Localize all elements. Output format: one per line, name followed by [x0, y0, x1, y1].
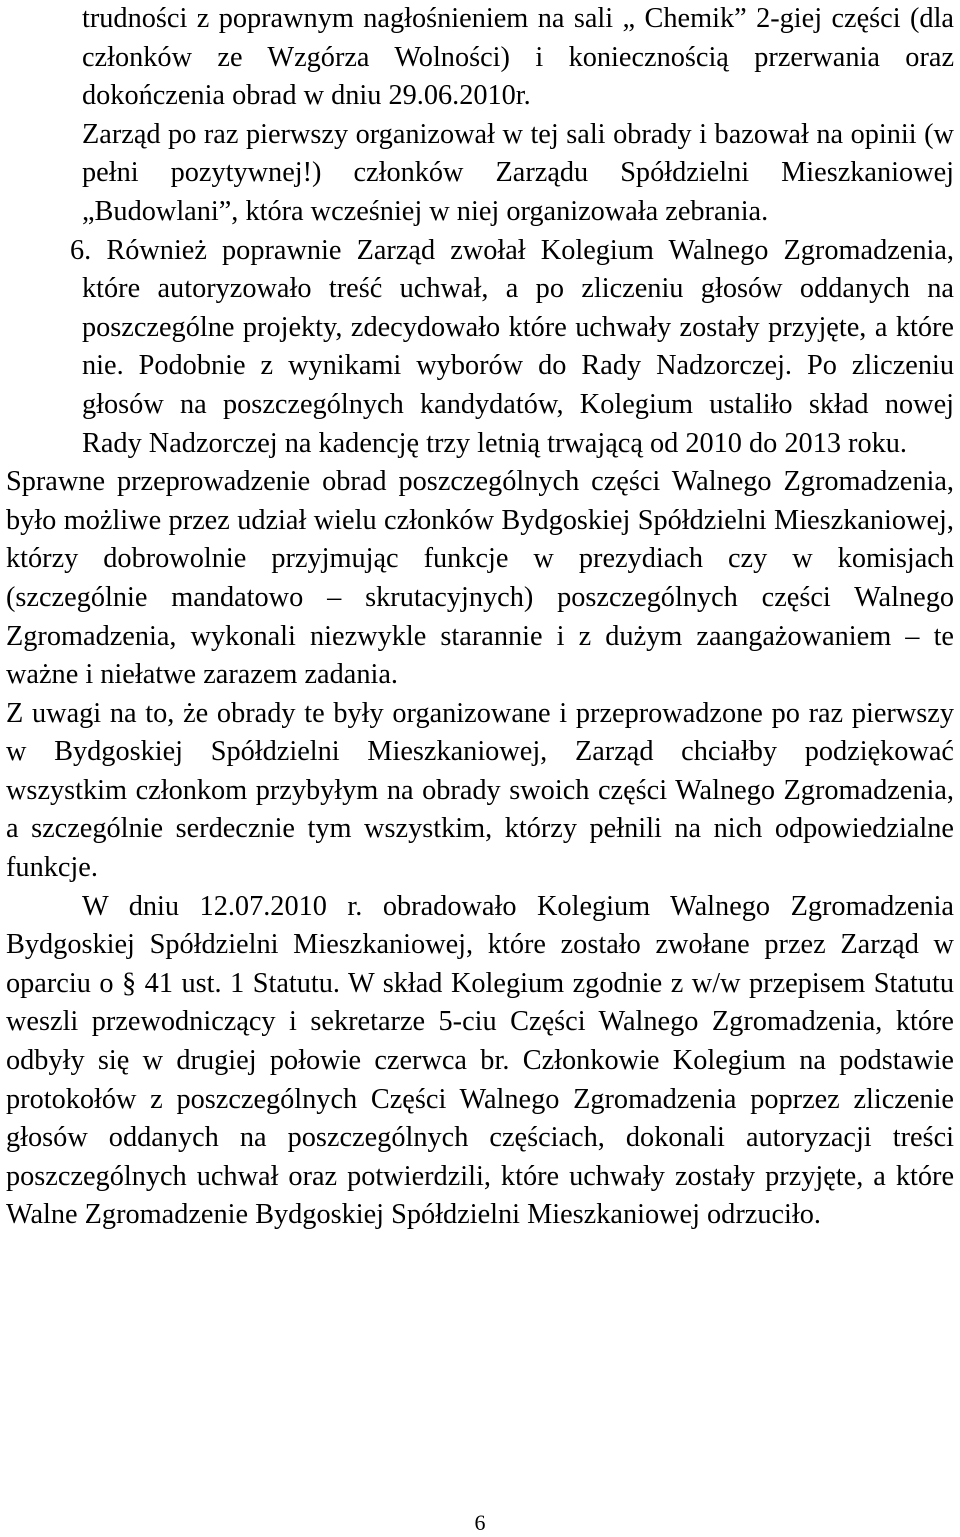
page-number: 6: [474, 1510, 486, 1535]
paragraph-zarzad-opinia: Zarząd po raz pierwszy organizował w tej sali obrady i bazował na opinii (w pełni pozytywnej!) członków Zarządu Spółdzielni Mieszkaniowej „Budowlani”, która wcześniej w niej organizowała zebrania.: [82, 118, 954, 227]
document-body: [6, 0, 954, 1235]
paragraph-sprawne-przeprowadzenie: Sprawne przeprowadzenie obrad poszczególnych części Walnego Zgromadzenia, było możliwe przez udział wielu członków Bydgoskiej Spółdzielni Mieszkaniowej, którzy dobrowolnie przyjmując funkcje w prezydiach czy w komisjach (szczególnie mandatowo – skrutacyjnych) poszczególnych części Walnego Zgromadzenia, wykonali niezwykle starannie i z dużym zaangażowaniem – te ważne i niełatwe zarazem zadania.: [6, 466, 954, 691]
paragraph-nagłośnienie: trudności z poprawnym nagłośnieniem na sali „ Chemik” 2-giej części (dla członków ze Wzgórza Wolności) i koniecznością przerwania oraz dokończenia obrad w dniu 29.06.2010r.: [82, 3, 954, 112]
paragraph-item-6-text: Również poprawnie Zarząd zwołał Kolegium Walnego Zgromadzenia, które autoryzowało treść uchwał, a po zliczeniu głosów oddanych na poszczególne projekty, zdecydowało które uchwały zostały przyjęte, a które nie. Podobnie z wynikami wyborów do Rady Nadzorczej. Po zliczeniu głosów na poszczególnych kandydatów, Kolegium ustaliło skład nowej Rady Nadzorczej na kadencję trzy letnią trwającą od 2010 do 2013 roku.: [82, 234, 954, 459]
paragraph-item-6: [6, 232, 954, 464]
paragraph-kolegium: W dniu 12.07.2010 r. obradowało Kolegium Walnego Zgromadzenia Bydgoskiej Spółdzielni Mieszkaniowej, które zostało zwołane przez Zarząd w oparciu o § 41 ust. 1 Statutu. W skład Kolegium zgodnie z w/w przepisem Statutu weszli przewodniczący i sekretarze 5-ciu Części Walnego Zgromadzenia, które odbyły się w drugiej połowie czerwca br. Członkowie Kolegium na podstawie protokołów z poszczególnych Części Walnego Zgromadzenia poprzez zliczenie głosów oddanych na poszczególnych częściach, dokonali autoryzacji treści poszczególnych uchwał oraz potwierdzili, które uchwały zostały przyjęte, a które Walne Zgromadzenie Bydgoskiej Spółdzielni Mieszkaniowej odrzuciło.: [6, 890, 954, 1231]
list-item-number: 6.: [70, 234, 92, 266]
paragraph-podziekowanie: Z uwagi na to, że obrady te były organizowane i przeprowadzone po raz pierwszy w Bydgoskiej Spółdzielni Mieszkaniowej, Zarząd chciałby podziękować wszystkim członkom przybyłym na obrady swoich części Walnego Zgromadzenia, a szczególnie serdecznie tym wszystkim, którzy pełnili na nich odpowiedzialne funkcje.: [6, 697, 954, 884]
